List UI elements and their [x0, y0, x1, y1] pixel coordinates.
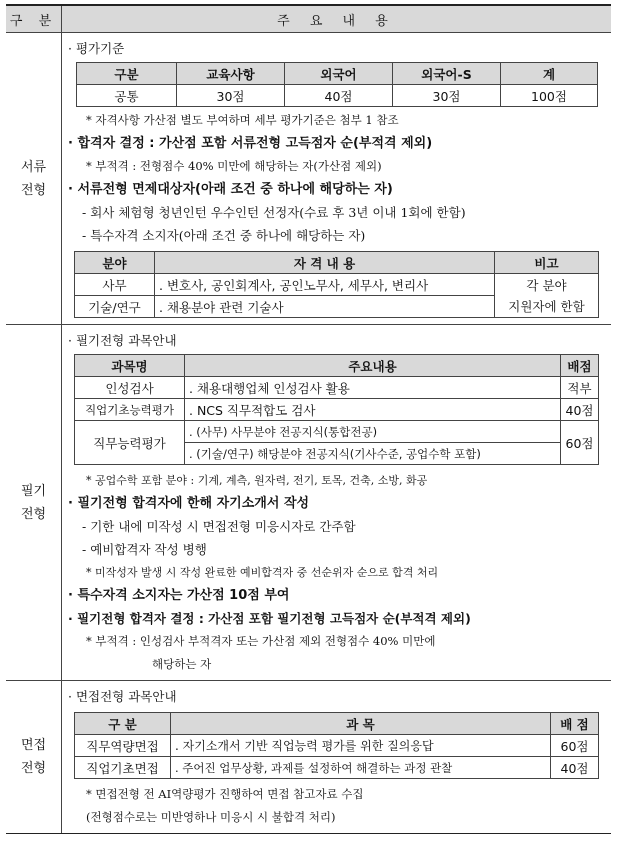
- td: 적부: [561, 377, 599, 399]
- exemption-title: · 서류전형 면제대상자(아래 조건 중 하나에 해당하는 자): [68, 182, 393, 197]
- td: 40점: [551, 757, 599, 779]
- note: * 공업수학 포함 분야 : 기계, 계측, 원자력, 전기, 토목, 건축, 소방, 화공: [86, 474, 428, 487]
- th: 외국어: [285, 63, 393, 85]
- td: 공통: [77, 85, 177, 107]
- interview-subject-table: [74, 712, 599, 779]
- th: 비고: [495, 252, 599, 274]
- td: 30점: [393, 85, 501, 107]
- document-screening-section: [6, 33, 611, 325]
- label-line: 전형: [20, 182, 47, 198]
- td: . 채용대행업체 인성검사 활용: [185, 377, 561, 399]
- th: 과 목: [171, 713, 551, 735]
- td: . 채용분야 관련 기술사: [155, 296, 495, 318]
- td: . 자기소개서 기반 직업능력 평가를 위한 질의응답: [171, 735, 551, 757]
- th: 배 점: [551, 713, 599, 735]
- note: * 면접전형 전 AI역량평가 진행하여 면접 참고자료 수집: [86, 787, 364, 801]
- header-category: 구 분: [6, 6, 62, 32]
- section-label-document: [6, 33, 62, 324]
- label-line: 전형: [20, 761, 47, 776]
- td: 지원자에 한함: [495, 296, 599, 318]
- th: 주요내용: [185, 355, 561, 377]
- td: 100점: [501, 85, 598, 107]
- td: 직무능력평가: [75, 421, 185, 465]
- criteria-title: · 평가기준: [68, 41, 125, 56]
- th: 외국어-S: [393, 63, 501, 85]
- cover-letter-title: · 필기전형 합격자에 한해 자기소개서 작성: [68, 496, 310, 511]
- interview-title: · 면접전형 과목안내: [68, 689, 177, 704]
- td: 각 분야: [495, 274, 599, 296]
- th: 구 분: [75, 713, 171, 735]
- td: 60점: [561, 421, 599, 465]
- exemption-item: - 회사 체험형 청년인턴 우수인턴 선정자(수료 후 3년 이내 1회에 한함): [82, 205, 466, 220]
- td: 40점: [561, 399, 599, 421]
- td: 직업기초능력평가: [75, 399, 185, 421]
- td: 30점: [177, 85, 285, 107]
- interview-section: [6, 681, 611, 833]
- cover-letter-item: - 예비합격자 작성 병행: [82, 542, 207, 557]
- written-exam-section: [6, 325, 611, 681]
- selection-process-table: [6, 4, 611, 834]
- pass-rule: · 합격자 결정 : 가산점 포함 서류전형 고득점자 순(부적격 제외): [68, 136, 433, 151]
- note: * 부적격 : 전형점수 40% 미만에 해당하는 자(가산점 제외): [86, 159, 382, 173]
- criteria-table: [76, 62, 598, 107]
- pass-rule: · 필기전형 합격자 결정 : 가산점 포함 필기전형 고득점자 순(부적격 제외): [68, 611, 471, 626]
- note: * 미작성자 발생 시 작성 완료한 예비합격자 중 선순위자 순으로 합격 처리: [86, 566, 439, 579]
- label-line: 전형: [20, 506, 47, 522]
- td: 40점: [285, 85, 393, 107]
- td: . NCS 직무적합도 검사: [185, 399, 561, 421]
- header-content: 주 요 내 용: [277, 13, 396, 29]
- th: 배점: [561, 355, 599, 377]
- bonus-rule: · 특수자격 소지자는 가산점 10점 부여: [68, 588, 290, 603]
- th: 분야: [75, 252, 155, 274]
- th: 구분: [77, 63, 177, 85]
- td: 직업기초면접: [75, 757, 171, 779]
- cover-letter-item: - 기한 내에 미작성 시 면접전형 미응시자로 간주함: [82, 519, 356, 534]
- td: . (사무) 사무분야 전공지식(통합전공): [185, 421, 561, 443]
- label-line: 서류: [20, 159, 47, 175]
- note: (전형점수로는 미반영하나 미응시 시 불합격 처리): [86, 810, 336, 824]
- label-line: 필기: [20, 483, 47, 499]
- td: . (기술/연구) 해당분야 전공지식(기사수준, 공업수학 포함): [185, 443, 561, 465]
- td: 기술/연구: [75, 296, 155, 318]
- td: 60점: [551, 735, 599, 757]
- td: . 주어진 업무상황, 과제를 설정하여 해결하는 과정 관찰: [171, 757, 551, 779]
- td: . 변호사, 공인회계사, 공인노무사, 세무사, 변리사: [155, 274, 495, 296]
- qualification-table: [74, 251, 599, 318]
- written-subject-table: [74, 354, 599, 465]
- th: 과목명: [75, 355, 185, 377]
- section-label-interview: [6, 681, 62, 833]
- td: 인성검사: [75, 377, 185, 399]
- th: 계: [501, 63, 598, 85]
- table-header: [6, 6, 611, 33]
- td: 직무역량면접: [75, 735, 171, 757]
- note: * 부적격 : 인성검사 부적격자 또는 가산점 제외 전형점수 40% 미만에: [86, 634, 436, 648]
- note-continued: 해당하는 자: [152, 657, 212, 671]
- subjects-title: · 필기전형 과목안내: [68, 333, 177, 348]
- section-label-written: [6, 325, 62, 680]
- label-line: 면접: [20, 738, 47, 753]
- td: 사무: [75, 274, 155, 296]
- th: 자 격 내 용: [155, 252, 495, 274]
- note: * 자격사항 가산점 별도 부여하며 세부 평가기준은 첨부 1 참조: [86, 113, 399, 127]
- th: 교육사항: [177, 63, 285, 85]
- exemption-item: - 특수자격 소지자(아래 조건 중 하나에 해당하는 자): [82, 228, 366, 243]
